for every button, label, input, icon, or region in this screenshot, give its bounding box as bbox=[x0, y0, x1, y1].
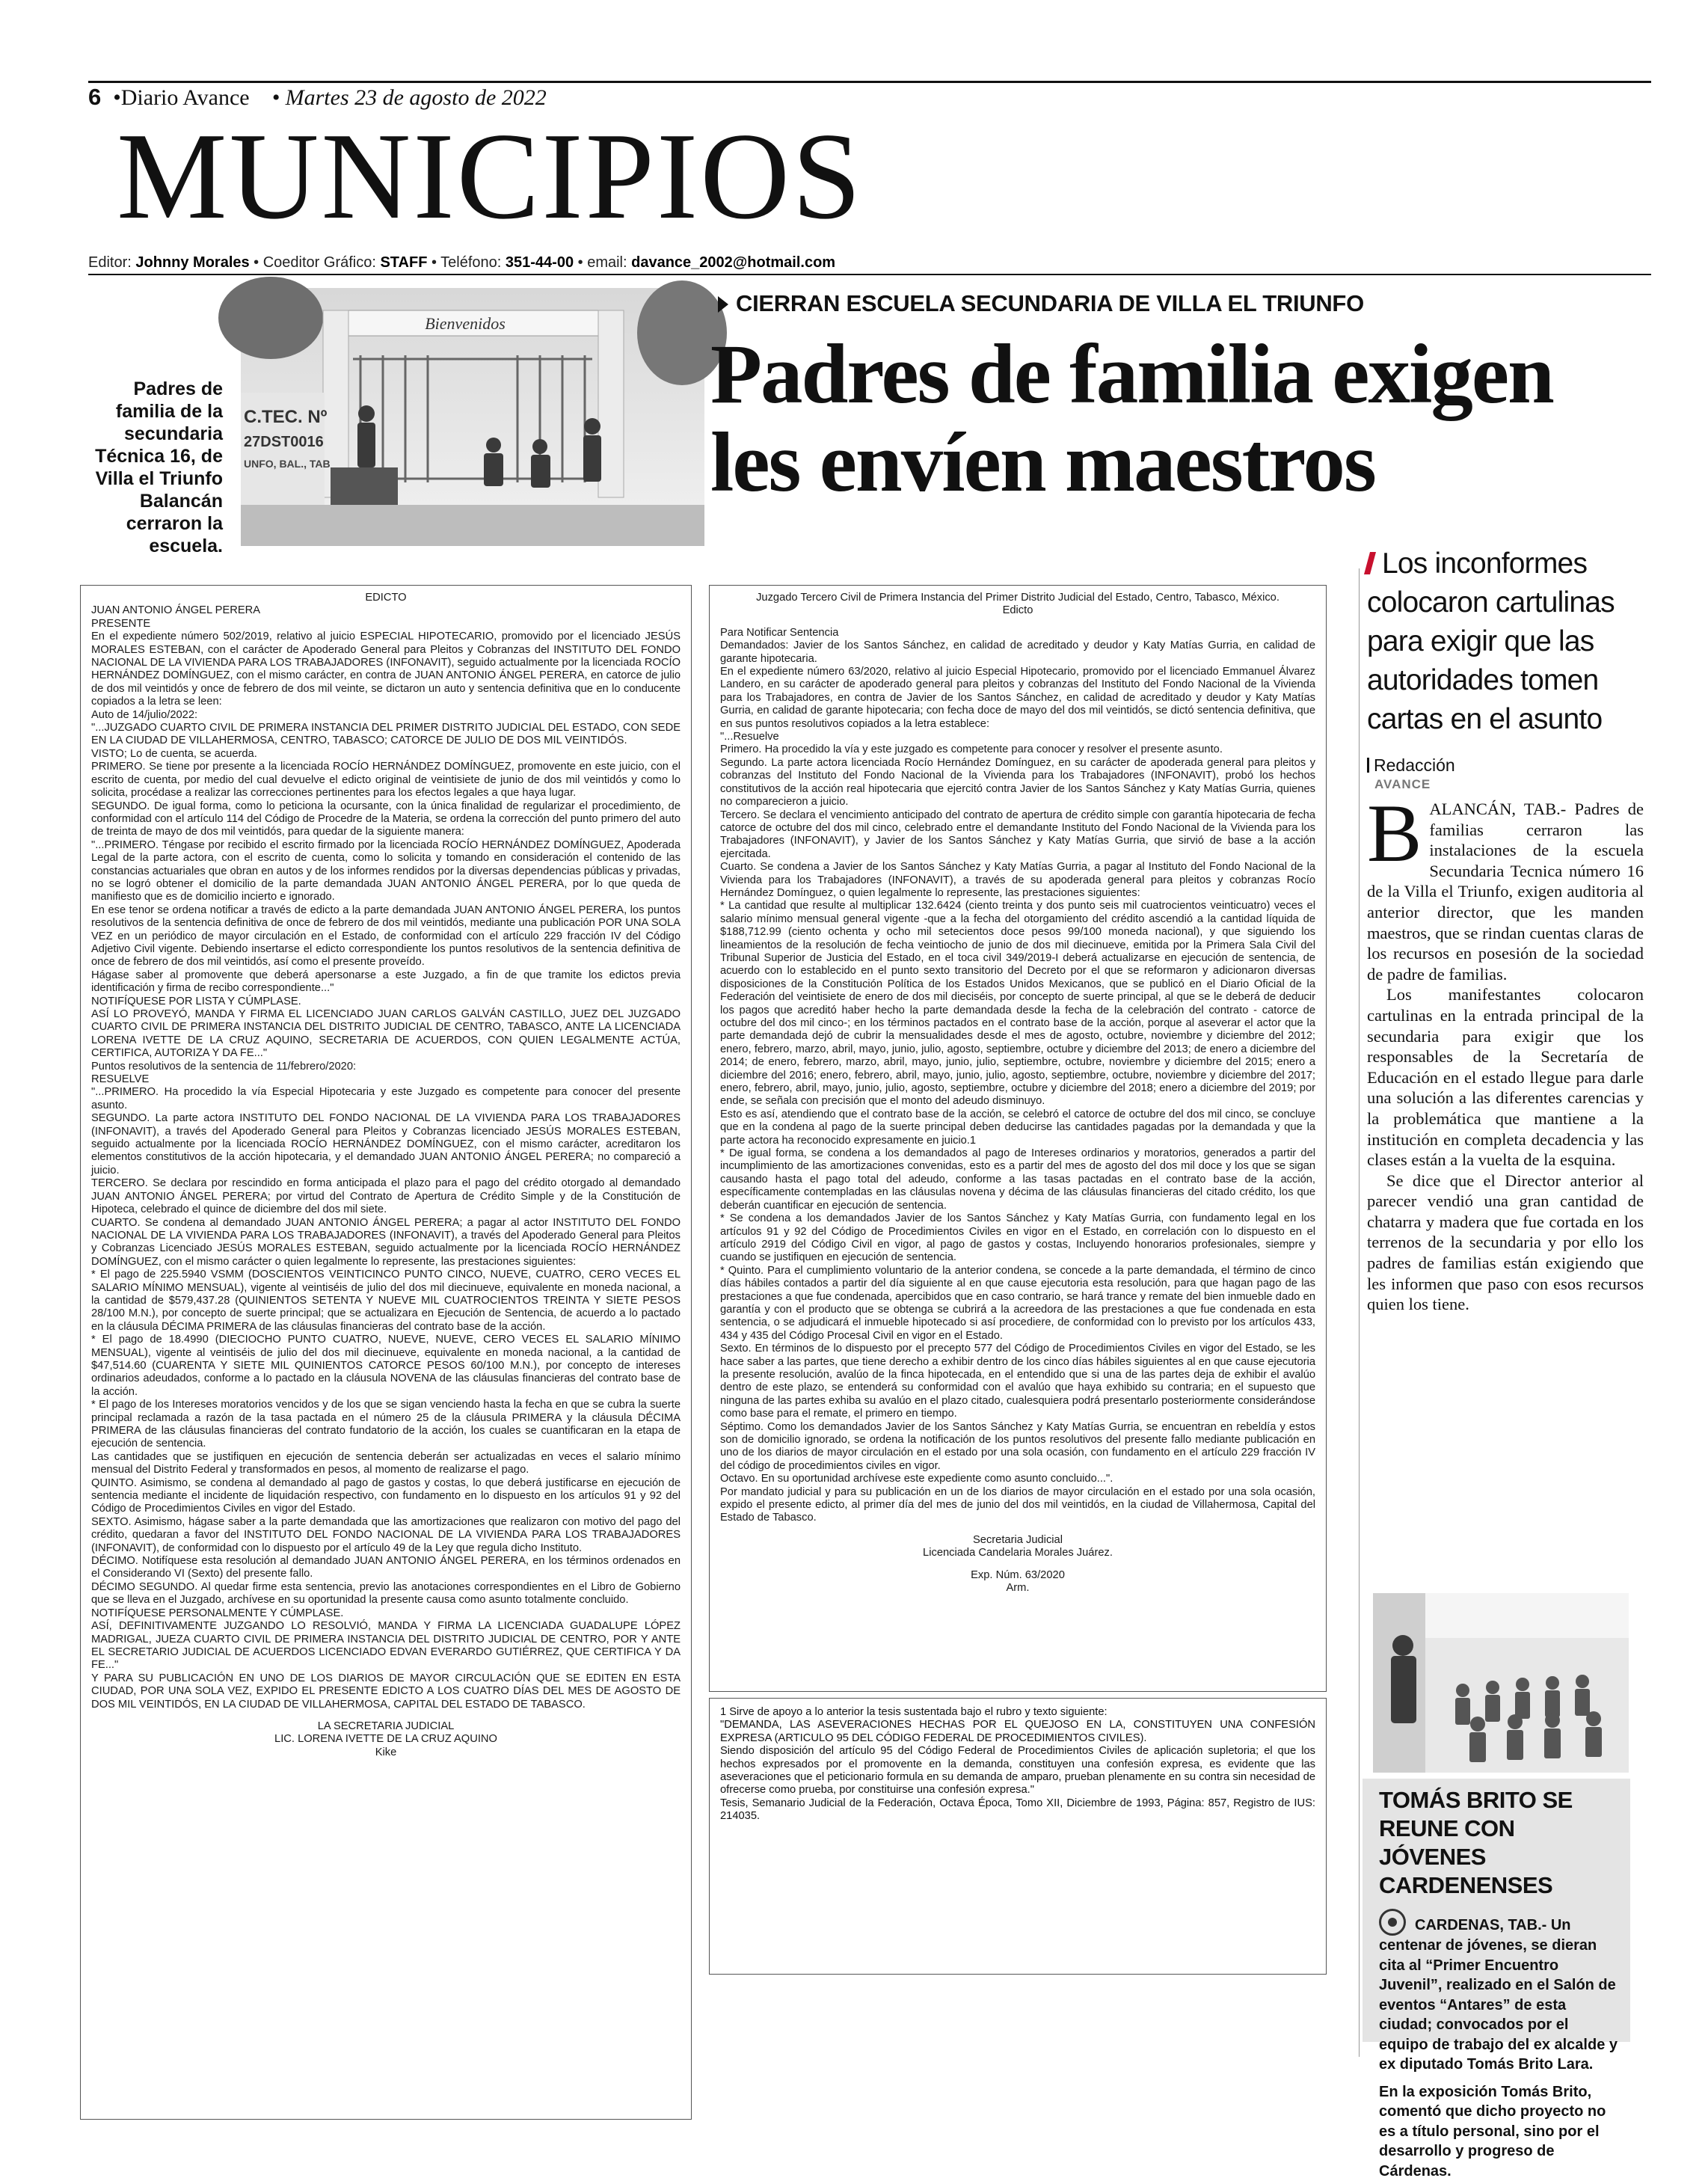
edict-paragraph: Séptimo. Como los demandados Javier de los Santos Sánchez y Katy Matías Gurria, se encuentran en rebeldía y estos son de domicilio ignorado, se ordena la notificación de los puntos resolutivos del presente fallo mediante publicación en uno de los diarios de mayor circulación en el estado por una sola ocasión, con fundamento en el artículo 229 fracción IV del código de procedimientos civiles en vigor. bbox=[720, 1421, 1315, 1473]
issue-date: • Martes 23 de agosto de 2022 bbox=[272, 85, 547, 110]
photo-wall-code: 27DST0016 bbox=[244, 434, 324, 450]
drop-cap: B bbox=[1367, 800, 1422, 866]
edict-paragraph: Octavo. En su oportunidad archívese este expediente como asunto concluido...". bbox=[720, 1473, 1315, 1485]
edict-paragraph: Las cantidades que se justifiquen en ejecución de sentencia deberán ser actualizadas en veces el salario mínimo mensual del Distrito Federal y transformados en pesos, al momento de realizarse el pago. bbox=[91, 1451, 681, 1477]
edict-court: Juzgado Tercero Civil de Primera Instancia del Primer Distrito Judicial del Estado, Centro, Tabasco, México. bbox=[720, 592, 1315, 604]
edict-paragraph: En el expediente número 63/2020, relativo al juicio Especial Hipotecario, promovido por el licenciado Emmanuel Álvarez Landero, en su carácter de apoderado general para pleitos y cobranzas del Instituto del Fondo Nacional de la Vivienda para los Trabajadores, en contra de Javier de los Santos Sánchez, en calidad de acreditado y deudor y Katy Matías Gurria, en calidad de garante hipotecaria; con fecha doce de mayo del dos mil veintidós, se dictó sentencia definitiva, que en sus puntos resolutivos copiados a la letra establece: bbox=[720, 666, 1315, 731]
edict-paragraph: SEXTO. Asimismo, hágase saber a la parte demandada que las amortizaciones que realizaron con motivo del pago del crédito, quedaran a favor del INSTITUTO DEL FONDO NACIONAL DE LA VIVIENDA PARA LOS TRABAJADORES (INFONAVIT), de conformidad con lo dispuesto por el artículo 49 de la Ley que regula dicho Instituto. bbox=[91, 1516, 681, 1555]
editor-label: Editor: bbox=[88, 254, 135, 271]
email-address: davance_2002@hotmail.com bbox=[631, 254, 835, 271]
edict-paragraph: * De igual forma, se condena a los demandados al pago de Intereses ordinarios y moratorios, generados a partir del incumplimiento de las amortizaciones convenidas, esto es a partir del mes de agosto del dos mil doce y los que se sigan causando hasta el pago total del adeudo, conforme a las tasas pactadas en el contrato base de la acción, específicamente contempladas en las cláusulas novena y décima de las cláusulas financieras del citado crédito, los que deberán cuantificar en ejecución de sentencia. bbox=[720, 1147, 1315, 1212]
edict-paragraph: RESUELVE bbox=[91, 1073, 681, 1086]
edict-signature: Licenciada Candelaria Morales Juárez. bbox=[720, 1547, 1315, 1559]
byline-name: Redacción bbox=[1374, 755, 1455, 775]
email-label: • email: bbox=[574, 254, 631, 271]
photo-wall-place: UNFO, BAL., TAB bbox=[244, 458, 331, 470]
story-paragraph-text: ALANCÁN, TAB.- Padres de familias cerraron las instalaciones de la escuela Secundaria Tecnica número 16 de la Villa el Triunfo, exigen auditoria al anterior director, que les manden maestros, que se rindan cuentas claras de los recursos en posesión de la sociedad de padre de familias. bbox=[1367, 800, 1644, 984]
brief-title: TOMÁS BRITO SE REUNE CON JÓVENES CARDENENSES bbox=[1379, 1786, 1618, 1900]
section-title: MUNICIPIOS bbox=[117, 120, 863, 232]
youth-photo-illustration bbox=[1373, 1593, 1629, 1773]
edict-paragraph: En ese tenor se ordena notificar a través de edicto a la parte demandada JUAN ANTONIO ÁNGEL PERERA, los puntos resolutivos de la sentencia definitiva de once de febrero de dos mil veintidós, mediante una publicación POR UNA SOLA VEZ en un periódico de mayor circulación en el Estado, de conformidad con el artículo 229 fracción IV del Código Adjetivo Civil vigente. Debiendo insertarse el edicto correspondiente los puntos resolutivos de la sentencia definitiva de once de febrero de dos mil veintidós, así como el presente proveído. bbox=[91, 904, 681, 969]
play-arrow-icon bbox=[718, 296, 728, 313]
brief-paragraph bbox=[1379, 1909, 1618, 2075]
edict-addressee: JUAN ANTONIO ÁNGEL PERERA bbox=[91, 604, 681, 617]
edict-present: PRESENTE bbox=[91, 618, 681, 631]
edict-paragraph: * Quinto. Para el cumplimiento voluntario de la anterior condena, se concede a la parte demandada, el término de cinco días hábiles contados a partir del día siguiente al en que cause ejecutoria esta resolución, para que hagan pago de las prestaciones a que fue condenada, apercibidos que en caso contrario, se hará trance y remate del bien inmueble dado en garantía y con el producto que se obtenga se cubrirá a la acreedora de las prestaciones a que fue condenada en esta sentencia, o se adjudicará el inmueble hipotecado si así procediere, de conformidad con lo previsto por los artículos 433, 434 y 435 del Código Procesal Civil en vigor en el Estado. bbox=[720, 1265, 1315, 1343]
legal-notice-right bbox=[709, 585, 1327, 1692]
edict-paragraph: "...Resuelve bbox=[720, 731, 1315, 743]
edict-title: Edicto bbox=[720, 604, 1315, 617]
phone-number: 351-44-00 bbox=[506, 254, 574, 271]
edict-paragraph: Por mandato judicial y para su publicación en un de los diarios de mayor circulación en el estado por una sola ocasión, expido el presente edicto, al primer día del mes de junio del dos mil veintidós, en la ciudad de Villahermosa, Capital del Estado de Tabasco. bbox=[720, 1486, 1315, 1525]
edict-paragraph: Para Notificar Sentencia bbox=[720, 627, 1315, 639]
coeditor-label: • Coeditor Gráfico: bbox=[250, 254, 381, 271]
edict-paragraph: SEGUNDO. De igual forma, como lo peticiona la ocursante, con la única finalidad de regularizar el procedimiento, de conformidad con el artículo 114 del Código de Procedre de la Materia, se ordena la corrección del punto primero del auto de treinta de mayo de dos mil veintidós, para quedar de la siguiente manera: bbox=[91, 800, 681, 839]
edict-paragraph: ASÍ LO PROVEYÓ, MANDA Y FIRMA EL LICENCIADO JUAN CARLOS GALVÁN CASTILLO, JUEZ DEL JUZGADO CUARTO CIVIL DE PRIMERA INSTANCIA DEL DISTRITO JUDICIAL DE CENTRO, TABASCO, ANTE LA LICENCIADA LORENA IVETTE DE LA CRUZ AQUINO, SECRETARIA DE ACUERDOS, CON QUIEN LEGALMENTE ACTÚA, CERTIFICA, AUTORIZA Y DA FE..." bbox=[91, 1008, 681, 1061]
photo-caption: Padres de familia de la secundaria Técnica 16, de Villa el Triunfo Balancán cerraron la escuela. bbox=[88, 378, 223, 557]
edict-paragraph: * Se condena a los demandados Javier de los Santos Sánchez y Katy Matías Gurria, con fundamento legal en los artículos 91 y 92 del Código de Procedimientos Civiles en vigor en el Estado, en correlación con lo dispuesto en el artículo 2919 del Código Civil en vigor, al pago de gastos y costas, Incluyendo honorarios profesionales, siempre y cuando se justifiquen en ejecución de sentencia. bbox=[720, 1212, 1315, 1265]
brief-lead-text: CARDENAS, TAB.- Un centenar de jóvenes, se dieran cita al “Primer Encuentro Juvenil”, realizado en el Salón de eventos “Antares” de esta ciudad; convocados por el equipo de trabajo del ex alcalde y ex diputado Tomás Brito Lara. bbox=[1379, 1917, 1618, 2073]
edict-paragraph: Cuarto. Se condena a Javier de los Santos Sánchez y Katy Matías Gurria, a pagar al Instituto del Fondo Nacional de la Vivienda para los Trabajadores (INFONAVIT), a través de su apoderada general para pleitos y cobranzas Rocío Hernández Domínguez, o quien legalmente lo represente, las prestaciones siguientes: bbox=[720, 861, 1315, 900]
edict-paragraph: "...PRIMERO. Ha procedido la vía Especial Hipotecaria y este Juzgado es competente para conocer del presente asunto. bbox=[91, 1086, 681, 1112]
headline-kicker bbox=[718, 290, 1364, 317]
brief-paragraph: En la exposición Tomás Brito, comentó que dicho proyecto no es a título personal, sino por el desarrollo y progreso de Cárdenas. bbox=[1379, 2082, 1618, 2181]
photo-wall-sign: C.TEC. Nº bbox=[244, 407, 328, 427]
edict-paragraph: Y PARA SU PUBLICACIÓN EN UNO DE LOS DIARIOS DE MAYOR CIRCULACIÓN QUE SE EDITEN EN ESTA CIUDAD, POR UNA SOLA VEZ, EXPIDO EL PRESENTE EDICTO A LOS CUATRO DÍAS DEL MES DE AGOSTO DE DOS MIL VEINTIDÓS, EN LA CIUDAD DE VILLAHERMOSA, CAPITAL DEL ESTADO DE TABASCO. bbox=[91, 1672, 681, 1711]
edict-signature: LIC. LORENA IVETTE DE LA CRUZ AQUINO bbox=[91, 1733, 681, 1746]
edict-title: EDICTO bbox=[91, 592, 681, 604]
edict-paragraph: Demandados: Javier de los Santos Sánchez, en calidad de acreditado y deudor y Katy Matías Gurria, en calidad de garante hipotecaria. bbox=[720, 639, 1315, 666]
photo-sign-text: Bienvenidos bbox=[425, 314, 506, 333]
story-deck bbox=[1367, 545, 1659, 739]
edict-paragraph: * El pago de 225.5940 VSMM (DOSCIENTOS VEINTICINCO PUNTO CINCO, NUEVE, CUATRO, CERO VECES EL SALARIO MÍNIMO MENSUAL), vigente al veintiséis de julio del dos mil diecinueve, equivalente en moneda nacional, a la cantidad de $579,437.28 (QUINIENTOS SETENTA Y NUEVE MIL CUATROCIENTOS TREINTA Y SIETE PESOS 28/100 M.N.), por concepto de suerte principal; que se actualizara en Ejecución de Sentencia, de acuerdo a lo pactado en la cláusula DÉCIMA PRIMERA de las cláusulas financieras del contrato base de la acción. bbox=[91, 1269, 681, 1334]
edict-paragraph: Sexto. En términos de lo dispuesto por el precepto 577 del Código de Procedimientos Civiles en vigor del Estado, se les hace saber a las partes, que tiene derecho a exhibir dentro de los cinco días hábiles siguientes al en que cause ejecutoria la presente resolución, avalúo de la finca hipotecada, en el entendido que si una de las partes deja de exhibir el avalúo dentro de este plazo, se entenderá su conformidad con el avalúo que haya exhibido su contraria; en el supuesto que ninguna de las partes exhiba su avalúo en el plazo citado, cualesquiera podrá presentarlo posteriormente considerándose como base para el remate, el primero en tiempo. bbox=[720, 1343, 1315, 1420]
phone-label: • Teléfono: bbox=[427, 254, 505, 271]
edict-paragraph: Puntos resolutivos de la sentencia de 11/febrero/2020: bbox=[91, 1061, 681, 1073]
edict-paragraph: SEGUNDO. La parte actora INSTITUTO DEL FONDO NACIONAL DE LA VIVIENDA PARA LOS TRABAJADORES (INFONAVIT), a través del Apoderado General para Pleitos y Cobranzas licenciado JESÚS MORALES ESTEBAN, seguido actualmente por la licenciada ROCÍO HERNÁNDEZ DOMÍNGUEZ, con el mismo carácter, acreditaron los elementos constitutivos de la acción hipotecaria, y el demandado JUAN ANTONIO ÁNGEL PERERA; no compareció a juicio. bbox=[91, 1112, 681, 1177]
edict-signature: Kike bbox=[91, 1746, 681, 1759]
edict-signature: Secretaria Judicial bbox=[720, 1534, 1315, 1547]
edict-paragraph: NOTIFÍQUESE PERSONALMENTE Y CÚMPLASE. bbox=[91, 1607, 681, 1620]
paper-name: •Diario Avance bbox=[113, 85, 249, 110]
headline-line-1: Padres de familia exigen bbox=[710, 331, 1656, 419]
edict-paragraph: Hágase saber al promovente que deberá apersonarse a este Juzgado, a fin de que tramite los edictos previa identificación y firma de recibo correspondiente..." bbox=[91, 969, 681, 996]
edict-paragraph: Esto es así, atendiendo que el contrato base de la acción, se celebró el catorce de octubre del dos mil cinco, se concluye que en la condena al pago de la suerte principal deben deducirse las cantidades pagadas por la demandada y que la parte actora ha reconocido expresamente en juicio.1 bbox=[720, 1108, 1315, 1147]
brief-body bbox=[1379, 1909, 1618, 2181]
footnote-paragraph: Siendo disposición del artículo 95 del Código Federal de Procedimientos Civiles de aplicación supletoria; el que los hechos expresados por el promovente en la demanda, constituyen una confesión expresa, es evidente que las aseveraciones que el peticionario formula en su demanda de amparo, prueban plenamente en su contra sin necesidad de ofrecerse como prueba, por constituirse una confesión expresa." bbox=[720, 1745, 1315, 1797]
deck-text: Los inconformes colocaron cartulinas para exigir que las autoridades tomen cartas en el asunto bbox=[1367, 547, 1615, 735]
edict-paragraph: CUARTO. Se condena al demandado JUAN ANTONIO ÁNGEL PERERA; a pagar al actor INSTITUTO DEL FONDO NACIONAL DE LA VIVIENDA PARA LOS TRABAJADORES (INFONAVIT), a través del Apoderado General para Pleitos y Cobranzas Licenciado JESÚS MORALES ESTEBAN, seguido actualmente por la licenciada ROCÍO HERNÁNDEZ DOMÍNGUEZ, con el mismo carácter o quien legalmente lo represente, las prestaciones siguientes: bbox=[91, 1217, 681, 1269]
story-paragraph: Se dice que el Director anterior al parecer vendió una gran cantidad de chatarra y madera que fue cortada en los terrenos de la secundaria y por ello los padres de familias están exigiendo que les informen que paso con esos recursos quien los tiene. bbox=[1367, 1171, 1644, 1315]
coeditor-name: STAFF bbox=[380, 254, 427, 271]
editor-name: Johnny Morales bbox=[135, 254, 249, 271]
radio-broadcast-icon bbox=[1379, 1909, 1406, 1936]
top-rule bbox=[88, 81, 1651, 83]
edict-paragraph: "...JUZGADO CUARTO CIVIL DE PRIMERA INSTANCIA DEL PRIMER DISTRITO JUDICIAL DEL ESTADO, CON SEDE EN LA CIUDAD DE VILLAHERMOSA, CENTRO, TABASCO; CATORCE DE JULIO DE DOS MIL VEINTIDÓS. bbox=[91, 722, 681, 748]
edict-paragraph: En el expediente número 502/2019, relativo al juicio ESPECIAL HIPOTECARIO, promovido por el licenciado JESÚS MORALES ESTEBAN, con el carácter de Apoderado General para Pleitos y Cobranzas del INSTITUTO DEL FONDO NACIONAL DE LA VIVIENDA PARA LOS TRABAJADORES (INFONAVIT), seguido actualmente por la licenciada ROCÍO HERNÁNDEZ DOMÍNGUEZ, con el mismo carácter, en contra de JUAN ANTONIO ÁNGEL PERERA, en catorce de julio de dos mil veintidós y once de febrero de dos mil veinte, se dictaron un auto y sentencia definitiva que en lo conducente copiados a la letra se leen: bbox=[91, 631, 681, 708]
edict-paragraph: VISTO; Lo de cuenta, se acuerda. bbox=[91, 748, 681, 761]
edict-paragraph: DÉCIMO. Notifíquese esta resolución al demandado JUAN ANTONIO ÁNGEL PERERA, en los términos ordenados en el Considerando VI (Sexto) del presente fallo. bbox=[91, 1555, 681, 1581]
edict-paragraph: Tercero. Se declara el vencimiento anticipado del contrato de apertura de crédito simple con garantía hipotecaria de fecha catorce de octubre del dos mil cinco, celebrado entre el demandante Instituto del Fondo Nacional de la Vivienda para los Trabajadores (INFONAVIT), y Javier de los Santos Sánchez y Katy Matías Gurria, que sirvió de base a la acción ejercitada. bbox=[720, 809, 1315, 862]
edict-paragraph: Auto de 14/julio/2022: bbox=[91, 709, 681, 722]
footnote-paragraph: 1 Sirve de apoyo a lo anterior la tesis sustentada bajo el rubro y texto siguiente: bbox=[720, 1706, 1315, 1719]
story-body bbox=[1367, 799, 1644, 1315]
footnote-paragraph: "DEMANDA, LAS ASEVERACIONES HECHAS POR EL QUEJOSO EN LA, CONSTITUYEN UNA CONFESIÓN EXPRESA (ARTICULO 95 DEL CÓDIGO FEDERAL DE PROCEDIMIENTOS CIVILES). bbox=[720, 1719, 1315, 1745]
headline bbox=[710, 331, 1656, 507]
edict-footnote bbox=[709, 1698, 1327, 1975]
edict-paragraph: NOTIFÍQUESE POR LISTA Y CÚMPLASE. bbox=[91, 996, 681, 1008]
school-entrance-photo bbox=[241, 288, 704, 546]
edict-initials: Arm. bbox=[720, 1582, 1315, 1595]
edict-paragraph: Primero. Ha procedido la vía y este juzgado es competente para conocer y resolver el presente asunto. bbox=[720, 743, 1315, 756]
edict-paragraph: TERCERO. Se declara por rescindido en forma anticipada el plazo para el pago del crédito otorgado al demandado JUAN ANTONIO ÁNGEL PERERA; por virtud del Contrato de Apertura de Crédito Simple y de la Constitución de Hipoteca, celebrado el quince de diciembre del dos mil siete. bbox=[91, 1177, 681, 1216]
edict-paragraph: ASÍ, DEFINITIVAMENTE JUZGANDO LO RESOLVIÓ, MANDA Y FIRMA LA LICENCIADA GUADALUPE LÓPEZ MADRIGAL, JUEZA CUARTO CIVIL DE PRIMERA INSTANCIA DEL DISTRITO JUDICIAL DE CENTRO, POR Y ANTE EL SECRETARIO JUDICIAL DE ACUERDOS LICENCIADO EDVAN EVERARDO GUTIÉRREZ, QUE CERTIFICA Y DA FE..." bbox=[91, 1620, 681, 1672]
news-brief bbox=[1363, 1779, 1630, 2042]
story-paragraph: Los manifestantes colocaron cartulinas en la entrada principal de la secundaria para exigir que los responsables de la Secretaría de Educación en el estado llegue para darle una solución a las diferentes carencias y la problemática que mantiene a la institución en completa decadencia y las clases están a la vuelta de la esquina. bbox=[1367, 984, 1644, 1170]
edict-file-number: Exp. Núm. 63/2020 bbox=[720, 1569, 1315, 1582]
edict-paragraph: QUINTO. Asimismo, se condena al demandado al pago de gastos y costas, lo que deberá justificarse en ejecución de sentencia mediante el incidente de liquidación respectivo, con fundamento en lo dispuesto en los artículos 91 y 92 del Código de Procedimientos Civiles en vigor del Estado. bbox=[91, 1477, 681, 1516]
kicker-text: CIERRAN ESCUELA SECUNDARIA DE VILLA EL TRIUNFO bbox=[736, 290, 1364, 316]
edict-paragraph: * El pago de los Intereses moratorios vencidos y de los que se sigan venciendo hasta la fecha en que se cubra la suerte principal reclamada a razón de la tasa pactada en el número 25 de la cláusula PRIMERA y la cláusula DÉCIMA PRIMERA de las cláusulas financieras del contrato fundatorio de la acción, los cuales se cuantificaran en la etapa de ejecución de sentencia. bbox=[91, 1399, 681, 1451]
page-number: 6 bbox=[88, 84, 101, 110]
column-divider bbox=[1359, 568, 1360, 2057]
story-paragraph bbox=[1367, 799, 1644, 984]
legal-notice-left bbox=[80, 585, 692, 2120]
editor-bar bbox=[88, 250, 1651, 275]
byline-bar-icon bbox=[1367, 758, 1369, 773]
red-chevron-icon bbox=[1364, 552, 1376, 574]
youth-meeting-photo bbox=[1373, 1593, 1629, 1773]
edict-paragraph: * La cantidad que resulte al multiplicar 132.6424 (ciento treinta y dos punto seis mil cuatrocientos veinticuatro) veces el salario mínimo mensual general vigente -que a la fecha del otorgamiento del crédito ascendió a la cantidad líquida de $188,712.99 (ciento ochenta y ocho mil setecientos doce pesos 99/100 moneda nacional), y que siguiendo los lineamientos de la resolución de fecha veintiocho de junio de dos mil diecinueve, emitida por la Primera Sala Civil del Tribunal Superior de Justicia del Estado, en el toca civil 349/2019-I deberá actualizarse en ejecución de sentencia, de acuerdo con lo establecido en el punto sexto transitorio del Decreto por el que se reformaron y adicionaron diversas disposiciones de la Constitución Política de los Estados Unidos Mexicanos, que se publicó en el Diario Oficial de la Federación del veintisiete de enero de dos mil dieciséis, por concepto de suerte principal, al que se le deberá de deducir los pagos que acreditó haber hecho la parte demandada desde la fecha de la celebración del contrato - catorce de octubre del dos mil cinco-; en los términos pactados en el contrato base de la acción, porque al aseverar el actor que la parte demandada dejó de cubrir la mensualidades desde el mes de agosto, octubre, noviembre y diciembre del 2012; enero, febrero, marzo, abril, mayo, junio, julio, agosto, septiembre, octubre y diciembre del 2013; de enero a diciembre del 2014; de enero, febrero, marzo, abril, mayo, junio, julio, septiembre, octubre, noviembre y diciembre del 2015; enero a diciembre del 2016; enero, febrero, abril, mayo, junio, julio, agosto, septiembre, octubre, noviembre y diciembre del 2017; enero, febrero, abril, mayo, junio, julio, agosto, septiembre, octubre y diciembre del 2018; enero a diciembre del 2019; por ende, se señala con precisión que el monto del adeudo disminuyo. bbox=[720, 900, 1315, 1108]
school-photo-illustration bbox=[241, 288, 704, 546]
edict-paragraph: * El pago de 18.4990 (DIECIOCHO PUNTO CUATRO, NUEVE, NUEVE, CERO VECES EL SALARIO MÍNIMO MENSUAL), vigente al veintiséis de julio del dos mil diecinueve, equivalente en moneda nacional, a la cantidad de $47,514.60 (CUARENTA Y SIETE MIL QUINIENTOS CATORCE PESOS 60/100 M.N.), por concepto de intereses ordinarios adeudados, conforme a lo pactado en la cláusula NOVENA de las cláusulas financieras del contrato base de la acción. bbox=[91, 1334, 681, 1399]
edict-paragraph: "...PRIMERO. Téngase por recibido el escrito firmado por la licenciada ROCÍO HERNÁNDEZ DOMÍNGUEZ, Apoderada Legal de la parte actora, con el escrito de cuenta, como lo solicita y tomando en consideración el contenido de las constancias actuariales que obran en autos y de los informes rendidos por la diversas dependencias públicas y privadas, no se logró obtener el domicilio de la parte demandada JUAN ANTONIO ÁNGEL PERERA, por lo que queda de manifiesto que es de domicilio incierto e ignorado. bbox=[91, 839, 681, 904]
edict-paragraph: PRIMERO. Se tiene por presente a la licenciada ROCÍO HERNÁNDEZ DOMÍNGUEZ, promovente en este juicio, con el escrito de cuenta, por medio del cual devuelve el edicto original de veintisiete de junio de dos mil veintidós y como lo solicita, procédase a realizar las correcciones pertinentes para los efectos legales a que haya lugar. bbox=[91, 761, 681, 800]
footnote-paragraph: Tesis, Semanario Judicial de la Federación, Octava Época, Tomo XII, Diciembre de 1993, Página: 857, Registro de IUS: 214035. bbox=[720, 1797, 1315, 1823]
edict-paragraph: DÉCIMO SEGUNDO. Al quedar firme esta sentencia, previo las anotaciones correspondientes en el Libro de Gobierno que se lleva en el Juzgado, archívese en su oportunidad la presente causa como asunto totalmente concluido. bbox=[91, 1581, 681, 1607]
edict-signature: LA SECRETARIA JUDICIAL bbox=[91, 1720, 681, 1733]
byline-org: AVANCE bbox=[1374, 775, 1455, 794]
headline-line-2: les envíen maestros bbox=[710, 419, 1656, 507]
edict-paragraph: Segundo. La parte actora licenciada Rocío Hernández Domínguez, en su carácter de apoderada general para pleitos y cobranzas del Instituto del Fondo Nacional de la Vivienda para los Trabajadores (INFONAVIT), probó los hechos constitutivos de la acción real hipotecaria que ejercitó contra Javier de los Santos Sánchez y Katy Matías Gurria, quienes no comparecieron a juicio. bbox=[720, 757, 1315, 809]
